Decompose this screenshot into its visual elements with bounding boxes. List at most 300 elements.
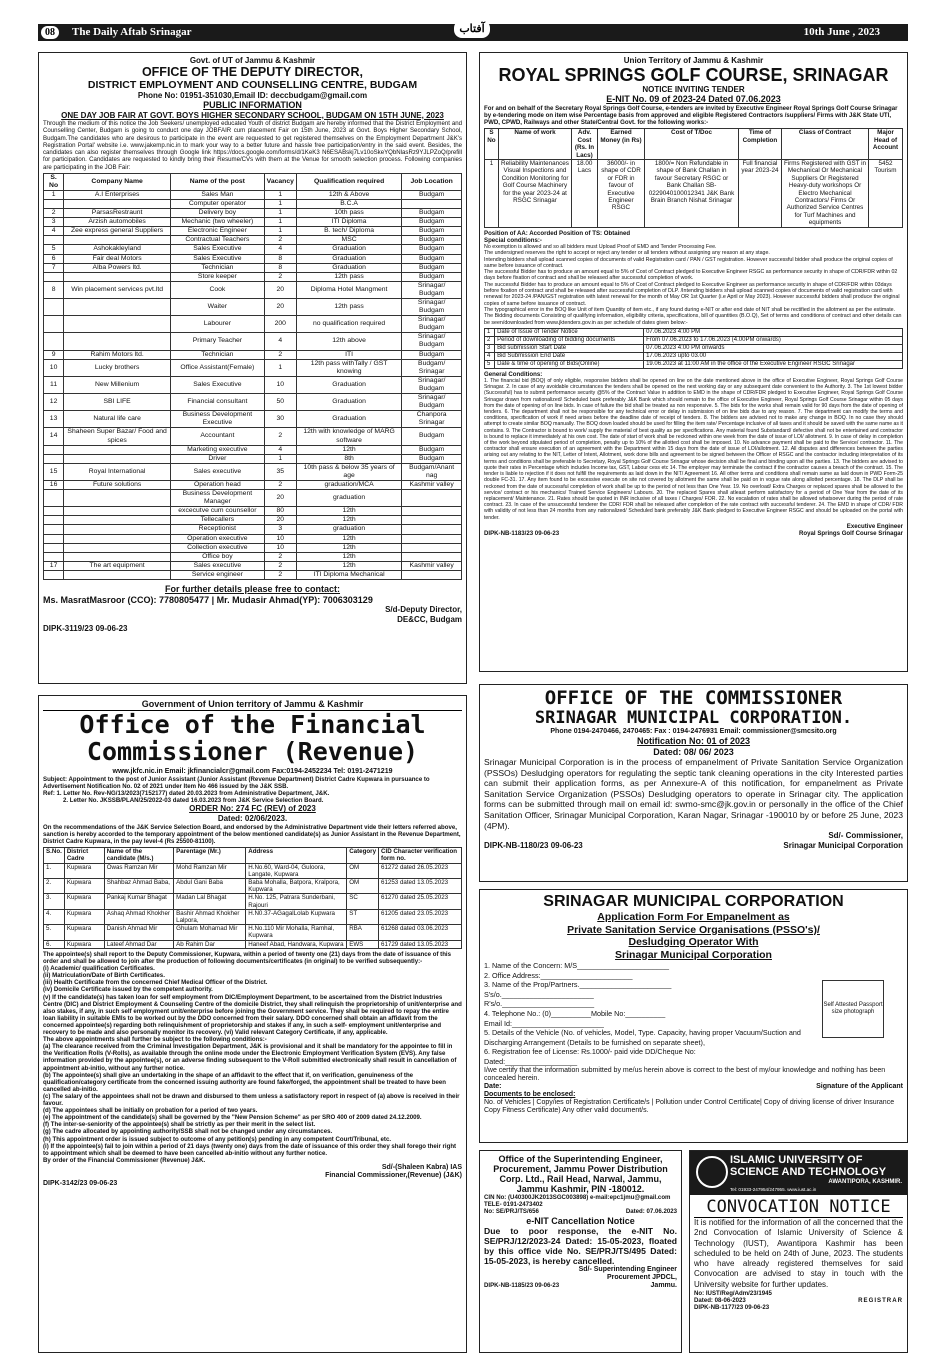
smc-contact: Phone 0194-2470466, 2470465: Fax : 0194-2476931 Email: commissioner@smcsito.org xyxy=(550,728,837,735)
table-row xyxy=(44,316,462,333)
table-cell: 3 xyxy=(485,344,495,352)
iust-convocation-ad xyxy=(689,1150,908,1353)
table-cell: H.No. 125, Patrara Sunderbani, Rajouri xyxy=(246,894,347,909)
golf-dates-table xyxy=(484,328,903,369)
table-cell: 10 xyxy=(44,359,64,376)
revenue-sign2: Financial Commissioner,(Revenue) (J&K) xyxy=(325,1172,462,1179)
iust-place: AWANTIPORA, KASHMIR. xyxy=(828,1179,902,1185)
table-cell: 61268 dated 03.06.2023 xyxy=(379,925,462,940)
table-cell: 2 xyxy=(264,552,296,561)
golf-general-conditions: 1. The financial bid (BOQ) of only eligible, responsive bidders shall be opened on line on the date mentioned above in the office of Executive Engineer, Royal Springs Golf Course Srinagar. 2. In case of any avoidable circumstances the tenders shall be opened on the next working day or any subsequent date convenient to the Authority. 3. The 1st lowest bidder (Successful) has to submit performance security @5% of the Contract Value in addition to EMD in the shape of CDR/FDR pledged to Executive Engineer, Royal Springs Golf Course Srinagar drawn from nationalized/ Scheduled bank preferably J&K Bank which should remain to the office of Executive Engineer, Royal Springs Golf Course Srinagar within 05 days from the date of opening of on line bids. In case of failure the bid shall be treated as non responsive. 5. The bids for the works shall remain valid for 90 days from the date of opening of tenders. 6. The department shall not be responsible for any technical error or delay in submission of on line bids due to any reason. 7. The department can modify the terms and conditions, specification of work if need arises before the deadline date of receipt of tenders. 8. The bidders are advised not to make any change in BOQ. In no case they should attempt to create similar BOQ manually. The BOQ down loaded should be used for filling the item rate/ Percentage inclusive of all taxes and it should be saved with the same name as it contains. 9. The Contractor is bound to work/ supply the material of best quality as per specifications. Any material found Substandard/ defective shall not be entertained and contractor is bound to replace it immediately at his own cost. The date of start of work shall be reckoned within one week from the date of issue of LOI/ allotment. 9. In case of delay in completion of the work beyond stipulated period of completion, penalty up to 10% of the allotted cost shall be imposed. 10. No advance payment shall be paid to the Service/ contractor. 11. The contractor shall ensure execution of an agreement with the Department within 15 days from the date of issue of LOI/allotment. 12. All disputes and differences between the parties arising out any relating to the NIT, Letter of Intent, Allotment, work done bills and agreement to be signed between the Officer of RSGC and the contractor including interpretation of its terms and conditions shall be preferable to Secretary, Royal Springs Golf Course Srinagar whose decision shall be final and binding upon all the parties. 13. The bidders are advised to quote their rates in Percentage which includes Income tax, GST, Labour cess etc 14. The employer may terminate the contract if the contractor causes a breach of the contract. 15. The tender is liable to rejection if it does not fulfill the requirements as laid down in the NIT/ Agreement 16. All other terms and conditions shall remain same as laid down in PWD Form-25 double FC-31. 17. Any item found to be excessive execute on site not covered by allotment the same shall be paid on in vogue rate along allotted percentage. 18. The DLP shall be reckoned from the date of successful completion of work shall be up to the period of not less than One Year. 19. No overload/ Extra Charges or replaced spares shall be allowed to the service/ contract or his mechanics/ Trained Service Engineers/ Labours. 20. The replaced Spares shall atleast perform satisfactory for a period of One Year from the date of its replacement/ Maintenance. 21. Rates should be quoted in INR inclusive of all taxes / Charges/ FOR. 22. No escalation of rates shall be allowed whatsoever during the period of rate contract. 23. In case of the unsuccessful tenderer the CDR/ FDR shall be released after completion of the rate contract with successful tenderer. 24. The EMD in shape of CDR/ FDR with validity of not less than 24 months from any nationalized/ Scheduled bank preferably J&K Bank pledged to Executive Engineer RSGC and should be uploaded on the portal with tender. xyxy=(484,378,903,521)
smc-form-docs: No. of Vehicles | Copy/ies of Registration Certificate/s | Pollution under Control Certificate| Copy of driving license of driver Insurance Copy Fitness Certificate) Any other valid document/s. xyxy=(484,1098,895,1114)
table-row xyxy=(44,209,462,218)
table-row xyxy=(44,570,462,579)
table-cell: ITI xyxy=(296,350,401,359)
table-header-cell: Cost of T/Doc xyxy=(645,129,739,160)
table-cell: 1 xyxy=(264,454,296,463)
table-cell: Baba Mohalla, Batpora, Kralpora, Kupwara xyxy=(246,878,347,893)
smc-form-date: Date: xyxy=(484,1082,502,1090)
table-cell: 12th pass xyxy=(296,299,401,316)
table-cell: Budgam/ Srinagar xyxy=(402,359,462,376)
condition-item: (c) The salary of the appointees shall not be drawn and disbursed to them unless a satisfactory report in respect of (a) above is received in their favour. xyxy=(43,1092,460,1108)
table-cell: graduation/MCA xyxy=(296,480,401,489)
table-cell: 1 xyxy=(44,190,64,199)
table-cell: 5452 Tourism xyxy=(869,159,903,227)
condition-item: The successful Bidder has to produce an amount equal to 5% of Cost of Contract pledged to Executive Engineer RSGC as performance security in shape of CDR/FDR within 02 days before fixation of contract and shall be released after successful completion of work. xyxy=(484,269,898,282)
smc-notification: Notification No: 01 of 2023 xyxy=(636,736,751,746)
golf-enit: E-NIT No. 09 of 2023-24 Dated 07.06.2023 xyxy=(606,94,781,105)
smc-body: Srinagar Municipal Corporation is in the process of empanelment of Private Sanitation Service Organization (PSSOs) Desludging operators for regulating the septic tank cleaning operations in the city Interested parties can submit their application forms, as per Annexure-A of this notification, for empanelment as Private Sanitation Service Organization (PSSOs) Desludging operators to operate in Srinagar city. The application forms can be submitted through mail on email id: swmo-smc@jk.gov.in or personally in the office of the Chief Sanitation Officer, Srinagar Municipal Corporation, Karan Nagar, Srinagar -190010 by or before 25 June, 2023 (4PM). xyxy=(484,757,903,831)
table-cell: 6 xyxy=(44,254,64,263)
table-cell: Chanpora Srinagar xyxy=(402,411,462,428)
job-fair-further: For further details please free to contact: xyxy=(164,584,341,595)
revenue-documents xyxy=(43,965,462,1036)
jpdcl-dated: Dated: 07.06.2023 xyxy=(625,1208,677,1216)
table-cell: Kupwara xyxy=(64,909,104,924)
table-cell: 10 xyxy=(264,376,296,393)
iust-registrar: REGISTRAR xyxy=(858,1297,903,1305)
jpdcl-no: No: SE/PRJ/TS/656 xyxy=(484,1208,539,1216)
table-cell xyxy=(44,272,64,281)
job-fair-contact: Phone No: 01951-351030,Email ID: deccbudgam@gmail.com xyxy=(137,90,368,100)
table-cell: 2. xyxy=(44,878,65,893)
golf-title: ROYAL SPRINGS GOLF COURSE, SRINAGAR xyxy=(498,64,889,85)
table-cell: 8 xyxy=(264,254,296,263)
document-item: (iv) Domicile Certificate issued by the competent authority. xyxy=(43,986,213,994)
table-cell xyxy=(44,507,64,516)
table-cell: EWS xyxy=(347,940,379,948)
revenue-order-ad xyxy=(38,695,467,1353)
revenue-subject: Subject: Appointment to the post of Junior Assistant (Junior Assistant (Revenue Department) District Cadre Kupwara in pursuance to Advertisement Notification No. 02 of 2021 under Item No 466 issued by the J&K SSB. xyxy=(43,775,430,790)
table-cell: excecutve cum counsellor xyxy=(171,507,265,516)
iust-contact: Tel: 01933-247954/247955. www.iust.ac.in xyxy=(730,1187,817,1192)
table-row xyxy=(485,336,903,344)
table-cell: Contractual Teachers xyxy=(171,236,265,245)
table-row xyxy=(44,490,462,507)
table-cell: The art equipment xyxy=(64,561,171,570)
table-row xyxy=(44,263,462,272)
table-cell: 80 xyxy=(264,507,296,516)
table-cell: Shahbaz Ahmad Baba, xyxy=(104,878,173,893)
iust-ref: DIPK-NB-1177/23 09-06-23 xyxy=(694,1304,770,1312)
table-cell: Reliability Maintenances Visual Inspections and Condition Monitoring for Golf Course Machinery for the year 2023-24 at RSGC Srinagar xyxy=(498,159,571,227)
table-row xyxy=(44,199,462,208)
table-cell: Ghulam Mohamad Mir xyxy=(174,925,246,940)
table-cell: 1 xyxy=(264,199,296,208)
table-cell: From 07.06.2023 to 17.06.2023 (4.00PM onwards) xyxy=(644,336,903,344)
table-cell: Date of Issue of Tender Notice xyxy=(495,328,644,336)
condition-item: Intending bidders shall upload scanned copies of documents of valid Registration card / PAN / GST registration. However successful bidder shall produce the original copies of same before issuance of contract. xyxy=(484,256,893,269)
issue-date: 10th June , 2023 xyxy=(803,26,880,38)
table-cell: 20 xyxy=(264,516,296,525)
table-cell: Receptionist xyxy=(171,525,265,534)
table-cell: 2 xyxy=(264,350,296,359)
table-cell: 15 xyxy=(44,463,64,480)
table-cell xyxy=(64,316,171,333)
table-cell: 07.06.2023 4:00 PM onwards xyxy=(644,344,903,352)
condition-item: The undersigned reserves the right to accept or reject any tender or all tenders without assigning any reason at any stage. xyxy=(484,250,770,257)
table-cell: Kupwara xyxy=(64,940,104,948)
table-header-cell: Name of the post xyxy=(171,173,265,190)
table-row xyxy=(485,360,903,368)
condition-item: (g) The cadre allocated by appointing authority/SSB shall not be changed under any circumstances. xyxy=(43,1128,333,1136)
table-cell: Store keeper xyxy=(171,272,265,281)
form-field: R's/o._______________________ xyxy=(484,999,595,1009)
jpdcl-heading: e-NIT Cancellation Notice xyxy=(526,1215,635,1226)
table-header-cell: CID Character verification form no. xyxy=(379,848,462,863)
table-header-cell: Major Head of Account xyxy=(869,129,903,160)
job-fair-ad xyxy=(38,52,467,684)
smc-form-sign: Signature of the Applicant xyxy=(816,1082,903,1090)
table-cell: 2 xyxy=(264,428,296,445)
table-cell: H.N0.37-AGagalLolab Kupwara xyxy=(246,909,347,924)
table-cell xyxy=(64,525,171,534)
table-cell: Kupwara xyxy=(64,863,104,878)
table-cell: 4 xyxy=(264,333,296,350)
document-item: (iii) Health Certificate from the concerned Chief Medical Officer of the District. xyxy=(43,979,268,987)
table-cell: Technician xyxy=(171,263,265,272)
iust-name1: ISLAMIC UNIVERSITY OF xyxy=(730,1154,863,1166)
table-cell xyxy=(64,516,171,525)
table-cell: Bid Submission End Date xyxy=(495,352,644,360)
table-header-cell: Earned Money (in Rs) xyxy=(597,129,644,160)
form-field: Email Id:_______________________ xyxy=(484,1018,604,1028)
smc-form-sub4: Srinagar Municipal Corporation xyxy=(615,948,772,961)
table-cell: 17 xyxy=(44,561,64,570)
golf-position: Position of AA: Accorded Position of TS: Obtained xyxy=(484,229,631,237)
smc-ref: DIPK-NB-1180/23 09-06-23 xyxy=(484,840,583,850)
table-cell: Budgam xyxy=(402,454,462,463)
table-cell xyxy=(402,570,462,579)
table-cell: 12th xyxy=(296,516,401,525)
table-cell: Office Assistant(Female) xyxy=(171,359,265,376)
table-cell: 4 xyxy=(264,445,296,454)
table-cell: 1. xyxy=(44,863,65,878)
table-cell xyxy=(44,236,64,245)
page-number: 08 xyxy=(41,26,59,39)
golf-general-head: General Conditions: xyxy=(484,370,543,378)
condition-item: No exemption is allowed and so all bidders must Upload Proof of EMD and Tender Processing Fee. xyxy=(484,243,717,250)
jpdcl-cin: CIN No: (U40300JK2013SGC003898) e-mail:epc1jmu@gmail.com TELE- 0191-2473402 xyxy=(484,1194,671,1209)
table-cell: Delivery boy xyxy=(171,209,265,218)
table-cell: Haneef Abad, Handwara, Kupwara xyxy=(246,940,347,948)
table-row xyxy=(44,281,462,298)
table-cell: 4 xyxy=(44,227,64,236)
table-cell: 10th pass & below 35 years of age xyxy=(296,463,401,480)
form-field: Dated:__________________ xyxy=(484,1056,578,1066)
table-cell: Alba Powers ltd. xyxy=(64,263,171,272)
table-cell: 10 xyxy=(264,534,296,543)
table-cell xyxy=(44,199,64,208)
job-fair-contacts: Ms. MasratMasroor (CCO): 7780805477 | Mr. Mudasir Ahmad(YP): 7006303129 xyxy=(43,594,373,605)
revenue-para: The appointee(s) shall report to the Deputy Commissioner, Kupwara, within a period of twenty one (21) days from the date of issuance of this order and shall be allowed to join after the production of following documents/certificates (in original) to be verified subsequently:- xyxy=(43,950,452,965)
newspaper-header xyxy=(38,24,908,41)
table-cell: Srinagar/ Budgam xyxy=(402,394,462,411)
table-cell: 35 xyxy=(264,463,296,480)
form-field: 5. Details of the Vehicle (No. of vehicles, Model, Type. Capacity, having proper Vacuum/Suction and Discharging Arrangement (Details to be furnished on separate sheet), xyxy=(484,1028,801,1047)
table-cell: 5. xyxy=(44,925,65,940)
table-cell: 1 xyxy=(264,190,296,199)
table-cell xyxy=(64,199,171,208)
table-cell: 17.06.2023 upto 03.00 xyxy=(644,352,903,360)
table-cell: Rahim Motors ltd. xyxy=(64,350,171,359)
smc-form-sub2: Private Sanitation Service Organisations (PSSO's)/ xyxy=(567,923,820,936)
table-cell: 12th with knowledge of MARG software xyxy=(296,428,401,445)
revenue-govt: Government of Union territory of Jammu & Kashmir xyxy=(43,699,462,711)
job-fair-title2: DISTRICT EMPLOYMENT AND COUNSELLING CENTRE, BUDGAM xyxy=(87,78,418,91)
table-row xyxy=(44,245,462,254)
table-cell: B. tech/ Diploma xyxy=(296,227,401,236)
table-row xyxy=(44,394,462,411)
table-cell xyxy=(44,454,64,463)
table-row xyxy=(44,561,462,570)
table-cell: Date & time of opening of Bids(Online) xyxy=(495,360,644,368)
table-cell xyxy=(44,445,64,454)
table-row xyxy=(44,507,462,516)
table-row xyxy=(44,552,462,561)
table-cell: 2 xyxy=(44,209,64,218)
revenue-candidates-table xyxy=(43,847,462,949)
table-row xyxy=(44,525,462,534)
table-cell: Service engineer xyxy=(171,570,265,579)
table-cell xyxy=(44,570,64,579)
revenue-order-no: ORDER No: 274 FC (REV) of 2023 xyxy=(189,804,316,814)
table-cell: 10th pass xyxy=(296,209,401,218)
table-cell: Ashaq Ahmad Khokher xyxy=(104,909,173,924)
condition-item: (i) If the appointee(s) fail to join within a period of 21 days (twenty one) days from the date of issuance of this order they shall forego their right to appointment which shall be deemed to have been cancelled ab-initio without any further notice. xyxy=(43,1142,457,1157)
table-cell: 16 xyxy=(44,480,64,489)
table-cell xyxy=(402,552,462,561)
table-cell: Electronic Engineer xyxy=(171,227,265,236)
table-row xyxy=(44,909,462,924)
table-cell: 12th pass xyxy=(296,272,401,281)
table-cell: Natural life care xyxy=(64,411,171,428)
document-item: (v) If the candidate(s) has taken loan for self employment from DIC/Employment Department, to be ascertained from the District Industries Centre (DIC) and District Employment & Counseling Centre of the domicile District, they shall relinquish the proprietorship of unit/enterprise and also stakes, if any, in such self employment unit/enterprise before joining the Government service. They shall be required to repay the entire loan liability in suitable EMIs to be worked out by the DDO concerned from their salary. DDO concerned shall obtain an affidavit from the concerned appointee(s) regarding both relinquishment of proprietorship and stakes if any, in such a self- employment unit/enterprise and recovery to be made and also personally monitor its recovery. (vi) Valid relevant Category Certificate, if any, applicable. xyxy=(43,993,462,1036)
document-item: (ii) Matriculation/Date of Birth Certificates. xyxy=(43,972,165,980)
golf-tender-ad xyxy=(479,52,908,672)
table-cell: Sales Executive xyxy=(171,254,265,263)
condition-item: (b) The appointee(s) shall give an undertaking in the shape of an affidavit to the effect that if, on verification, genuineness of the qualification/category certificate from the concerned issuing authority are found fake/forged, the appointment shall be treated to have been cancelled ab-initio. xyxy=(43,1071,446,1093)
golf-sign2: Royal Springs Golf Course Srinagar xyxy=(799,529,903,537)
table-cell: 14 xyxy=(44,428,64,445)
document-item: (i) Academic/ qualification Certificates. xyxy=(43,965,155,973)
table-cell: 12th xyxy=(296,534,401,543)
table-cell: Royal International xyxy=(64,463,171,480)
table-cell: Bid submission Start Date xyxy=(495,344,644,352)
table-cell: B.C.A xyxy=(296,199,401,208)
table-cell: Office boy xyxy=(171,552,265,561)
table-cell: 8 xyxy=(44,281,64,298)
table-cell: Srinagar/ Budgam xyxy=(402,333,462,350)
revenue-contact: www.jkfc.nic.in Email: jkfinancialcr@gmail.com Fax:0194-2452234 Tel: 0191-2471219 xyxy=(112,767,393,775)
table-cell: 8th xyxy=(296,454,401,463)
table-cell: OM xyxy=(347,878,379,893)
table-header-cell: District Cadre xyxy=(64,848,104,863)
table-cell: 4 xyxy=(485,352,495,360)
condition-item: (h) This appointment order is issued subject to outcome of any petition(s) pending in any competent Court/Tribunal, etc. xyxy=(43,1135,392,1143)
iust-banner xyxy=(690,1151,907,1195)
table-cell: 20 xyxy=(264,281,296,298)
table-cell: Marketing executive xyxy=(171,445,265,454)
table-cell: 12th xyxy=(296,507,401,516)
table-cell: Danish Ahmad Mir xyxy=(104,925,173,940)
table-cell: Graduation xyxy=(296,254,401,263)
table-row xyxy=(44,411,462,428)
golf-intro: For and on behalf of the Secretary Royal Springs Golf Course, e-tenders are invited by Executive Engineer Royal Springs Golf Course Srinagar by e-tendering mode on item wise Percentage basis from approved and eligible Registered Contractors /suppliers/ Firms with J&K State UTI, PWD, CPWD, Railways and other State/Central Govt. for the following works:- xyxy=(484,104,898,127)
table-cell xyxy=(64,534,171,543)
passport-photo-box: Self Attested Passport size photograph xyxy=(822,980,884,1038)
table-cell: Firms Registered with GST in Mechanical Or Mechanical Suppliers Or Registered Heavy-duty workshops Or Electro Mechanical Contractors/ Firms Or Authorized Service Centres for Turf Machines and equipments xyxy=(781,159,868,227)
table-cell: Srinagar/ Budgam xyxy=(402,376,462,393)
table-cell: Full financial year 2023-24 xyxy=(738,159,781,227)
table-cell: 2 xyxy=(264,570,296,579)
jpdcl-body: Due to poor response, the e-NIT No. SE/PRJ/12/2023-24 Dated: 15-05-2023, floated by this office vide No. SE/PRJ/TS/495 Dated: 15-05-2023, is hereby cancelled. xyxy=(484,1226,677,1267)
table-row xyxy=(44,428,462,445)
table-cell: Budgam xyxy=(402,218,462,227)
table-cell: Accountant xyxy=(171,428,265,445)
revenue-intro: On the recommendations of the J&K Service Selection Board, and endorsed by the Administrative Department vide their letters referred above, sanction is hereby accorded to the temporary appointment of the below mentioned candidate(s) as Junior Assistant in the Revenue Department, District Cadre Kupwara, in the pay level-4 (Rs 25500-81100). xyxy=(43,823,461,845)
table-cell: Sales executive xyxy=(171,463,265,480)
table-cell: Srinagar/ Budgam xyxy=(402,299,462,316)
table-cell xyxy=(402,507,462,516)
table-cell: 200 xyxy=(264,316,296,333)
table-cell: Driver xyxy=(171,454,265,463)
jpdcl-notice-ad xyxy=(479,1150,682,1353)
table-cell: 3 xyxy=(264,525,296,534)
revenue-title2: Commissioner (Revenue) xyxy=(86,736,419,766)
table-cell: Graduation xyxy=(296,376,401,393)
table-cell: Budgam xyxy=(402,190,462,199)
table-row xyxy=(44,227,462,236)
table-cell: Business Development Manager xyxy=(171,490,265,507)
table-row xyxy=(44,236,462,245)
table-cell: 12th xyxy=(296,543,401,552)
table-cell: 2 xyxy=(264,561,296,570)
smc-title2: SRINAGAR MUNICIPAL CORPORATION. xyxy=(534,708,853,728)
table-cell: Technician xyxy=(171,350,265,359)
table-header-cell: Category xyxy=(347,848,379,863)
golf-govt: Union Territory of Jammu & Kashmir xyxy=(623,56,764,65)
job-fair-table xyxy=(43,173,462,580)
newspaper-name: The Daily Aftab Srinagar xyxy=(72,26,192,38)
table-cell: Madan Lal Bhagat xyxy=(174,894,246,909)
form-field: 6. Registration fee of License: Rs.1000/- paid vide DD/Cheque No: xyxy=(484,1047,696,1057)
table-cell: Abdul Gani Baba xyxy=(174,878,246,893)
table-cell: Budgam xyxy=(402,245,462,254)
smc-form-sub1: Application Form For Empanelment as xyxy=(597,911,790,923)
table-row xyxy=(44,445,462,454)
table-cell xyxy=(64,299,171,316)
revenue-by-order: By order of the Financial Commissioner (Revenue) J&K. xyxy=(43,1156,206,1164)
table-header-cell: Parentage (Mr.) xyxy=(174,848,246,863)
condition-item: The typographical error in the BOQ like Unit of item Quantity of item etc., if any found during e-NIT or after end date of NIT shall be rectified in the allotment as per the estimate. The Bidding documents Consisting of qualifying information, eligibility criteria, specifications, bill of quantities (B.O.Q), Set of terms and conditions of contract and other details can be seen/downloaded from www.jktenders.gov.in as per schedule of dates given below:- xyxy=(484,306,902,326)
table-cell: Tellecallers xyxy=(171,516,265,525)
table-cell: Cook xyxy=(171,281,265,298)
iust-heading: CONVOCATION NOTICE xyxy=(694,1197,903,1218)
table-cell: Kupwara xyxy=(64,878,104,893)
table-cell: 3. xyxy=(44,894,65,909)
revenue-dated: Dated: 02/06/2023. xyxy=(217,813,288,823)
table-cell: 1 xyxy=(485,328,495,336)
table-header-cell: S No xyxy=(485,129,499,160)
table-cell: ST xyxy=(347,909,379,924)
form-field: S's/o._______________________ xyxy=(484,989,594,999)
table-cell: 9 xyxy=(44,350,64,359)
smc-form-ad xyxy=(479,889,908,1143)
table-cell: 2 xyxy=(485,336,495,344)
table-cell: Owas Ramzan Mir xyxy=(104,863,173,878)
table-cell: 1 xyxy=(264,209,296,218)
table-cell: 5 xyxy=(485,360,495,368)
table-cell: Sales Executive xyxy=(171,376,265,393)
job-fair-subheading: ONE DAY JOB FAIR AT GOVT. BOYS HIGHER SECONDARY SCHOOL, BUDGAM ON 15TH JUNE, 2023 xyxy=(61,110,444,120)
table-cell: 10 xyxy=(264,543,296,552)
table-cell: Graduation xyxy=(296,245,401,254)
table-row xyxy=(44,925,462,940)
table-cell: Arzish automobiles xyxy=(64,218,171,227)
table-header-cell: Address xyxy=(246,848,347,863)
table-cell: Graduation xyxy=(296,263,401,272)
form-field: 1. Name of the Concern: M/S_______________________ xyxy=(484,961,670,970)
table-cell: 7 xyxy=(44,263,64,272)
iust-body: It is notified for the information of all the concerned that the 2nd Convocation of Islamic University of Science & Technology (IUST), Awantipora Kashmir has been scheduled to be held on 24th of June, 2023. The students who have already registered themselves for said Convocation are advised to stay in touch with the University website for further updates. xyxy=(694,1218,903,1289)
table-cell: Sales executive xyxy=(171,561,265,570)
job-fair-govt: Govt. of UT of Jammu & Kashmir xyxy=(189,56,316,65)
table-cell: Pankaj Kumar Bhagat xyxy=(104,894,173,909)
table-header-cell: S.No. xyxy=(44,848,65,863)
table-header-cell: Company Name xyxy=(64,173,171,190)
table-cell: 61205 dated 23.05.2023 xyxy=(379,909,462,924)
table-cell: Budgam/Anant nag xyxy=(402,463,462,480)
revenue-sign1: Sd/-(Shaleen Kabra) IAS xyxy=(381,1164,462,1171)
table-row xyxy=(44,218,462,227)
smc-form-docs-head: Documents to be enclosed: xyxy=(484,1090,576,1098)
table-cell: 2 xyxy=(264,272,296,281)
table-cell: Labourer xyxy=(171,316,265,333)
condition-item: (d) The appointees shall be initially on probation for a period of two years. xyxy=(43,1107,258,1115)
jpdcl-sign2: Procurement JPDCL, xyxy=(606,1274,677,1282)
job-fair-sign1: S/d-Deputy Director, xyxy=(385,605,462,615)
table-cell xyxy=(64,272,171,281)
table-cell xyxy=(402,199,462,208)
table-cell xyxy=(64,507,171,516)
jpdcl-sign1: Sd/- Superintending Engineer xyxy=(578,1266,677,1274)
table-cell: Financial consultant xyxy=(171,394,265,411)
university-seal-icon xyxy=(696,1156,728,1188)
table-cell: 12th & Above xyxy=(296,190,401,199)
table-row xyxy=(44,480,462,489)
table-header-cell: Class of Contract xyxy=(781,129,868,160)
table-cell: Collection executive xyxy=(171,543,265,552)
iust-name2: SCIENCE AND TECHNOLOGY xyxy=(730,1166,887,1178)
table-cell: Ab Rahim Dar xyxy=(174,940,246,948)
table-cell: 1 xyxy=(485,159,499,227)
table-cell: Waiter xyxy=(171,299,265,316)
table-cell: 61272 dated 26.05.2023 xyxy=(379,863,462,878)
table-row xyxy=(485,352,903,360)
condition-item: (f) The inter-se-seniority of the appointee(s) shall be strictly as per their merit in the select list. xyxy=(43,1121,316,1129)
table-cell: 6. xyxy=(44,940,65,948)
table-row xyxy=(44,940,462,948)
table-cell xyxy=(44,543,64,552)
table-header-cell: Qualification required xyxy=(296,173,401,190)
table-cell: MSC xyxy=(296,236,401,245)
table-cell: no qualification required xyxy=(296,316,401,333)
table-cell: 12th xyxy=(296,552,401,561)
table-cell: OM xyxy=(347,863,379,878)
table-cell: SC xyxy=(347,894,379,909)
revenue-ref2: 2. Letter No. JKSSB/PLAN/25/2022-03 dated 16.03.2023 from J&K Service Selection Board. xyxy=(63,797,324,805)
